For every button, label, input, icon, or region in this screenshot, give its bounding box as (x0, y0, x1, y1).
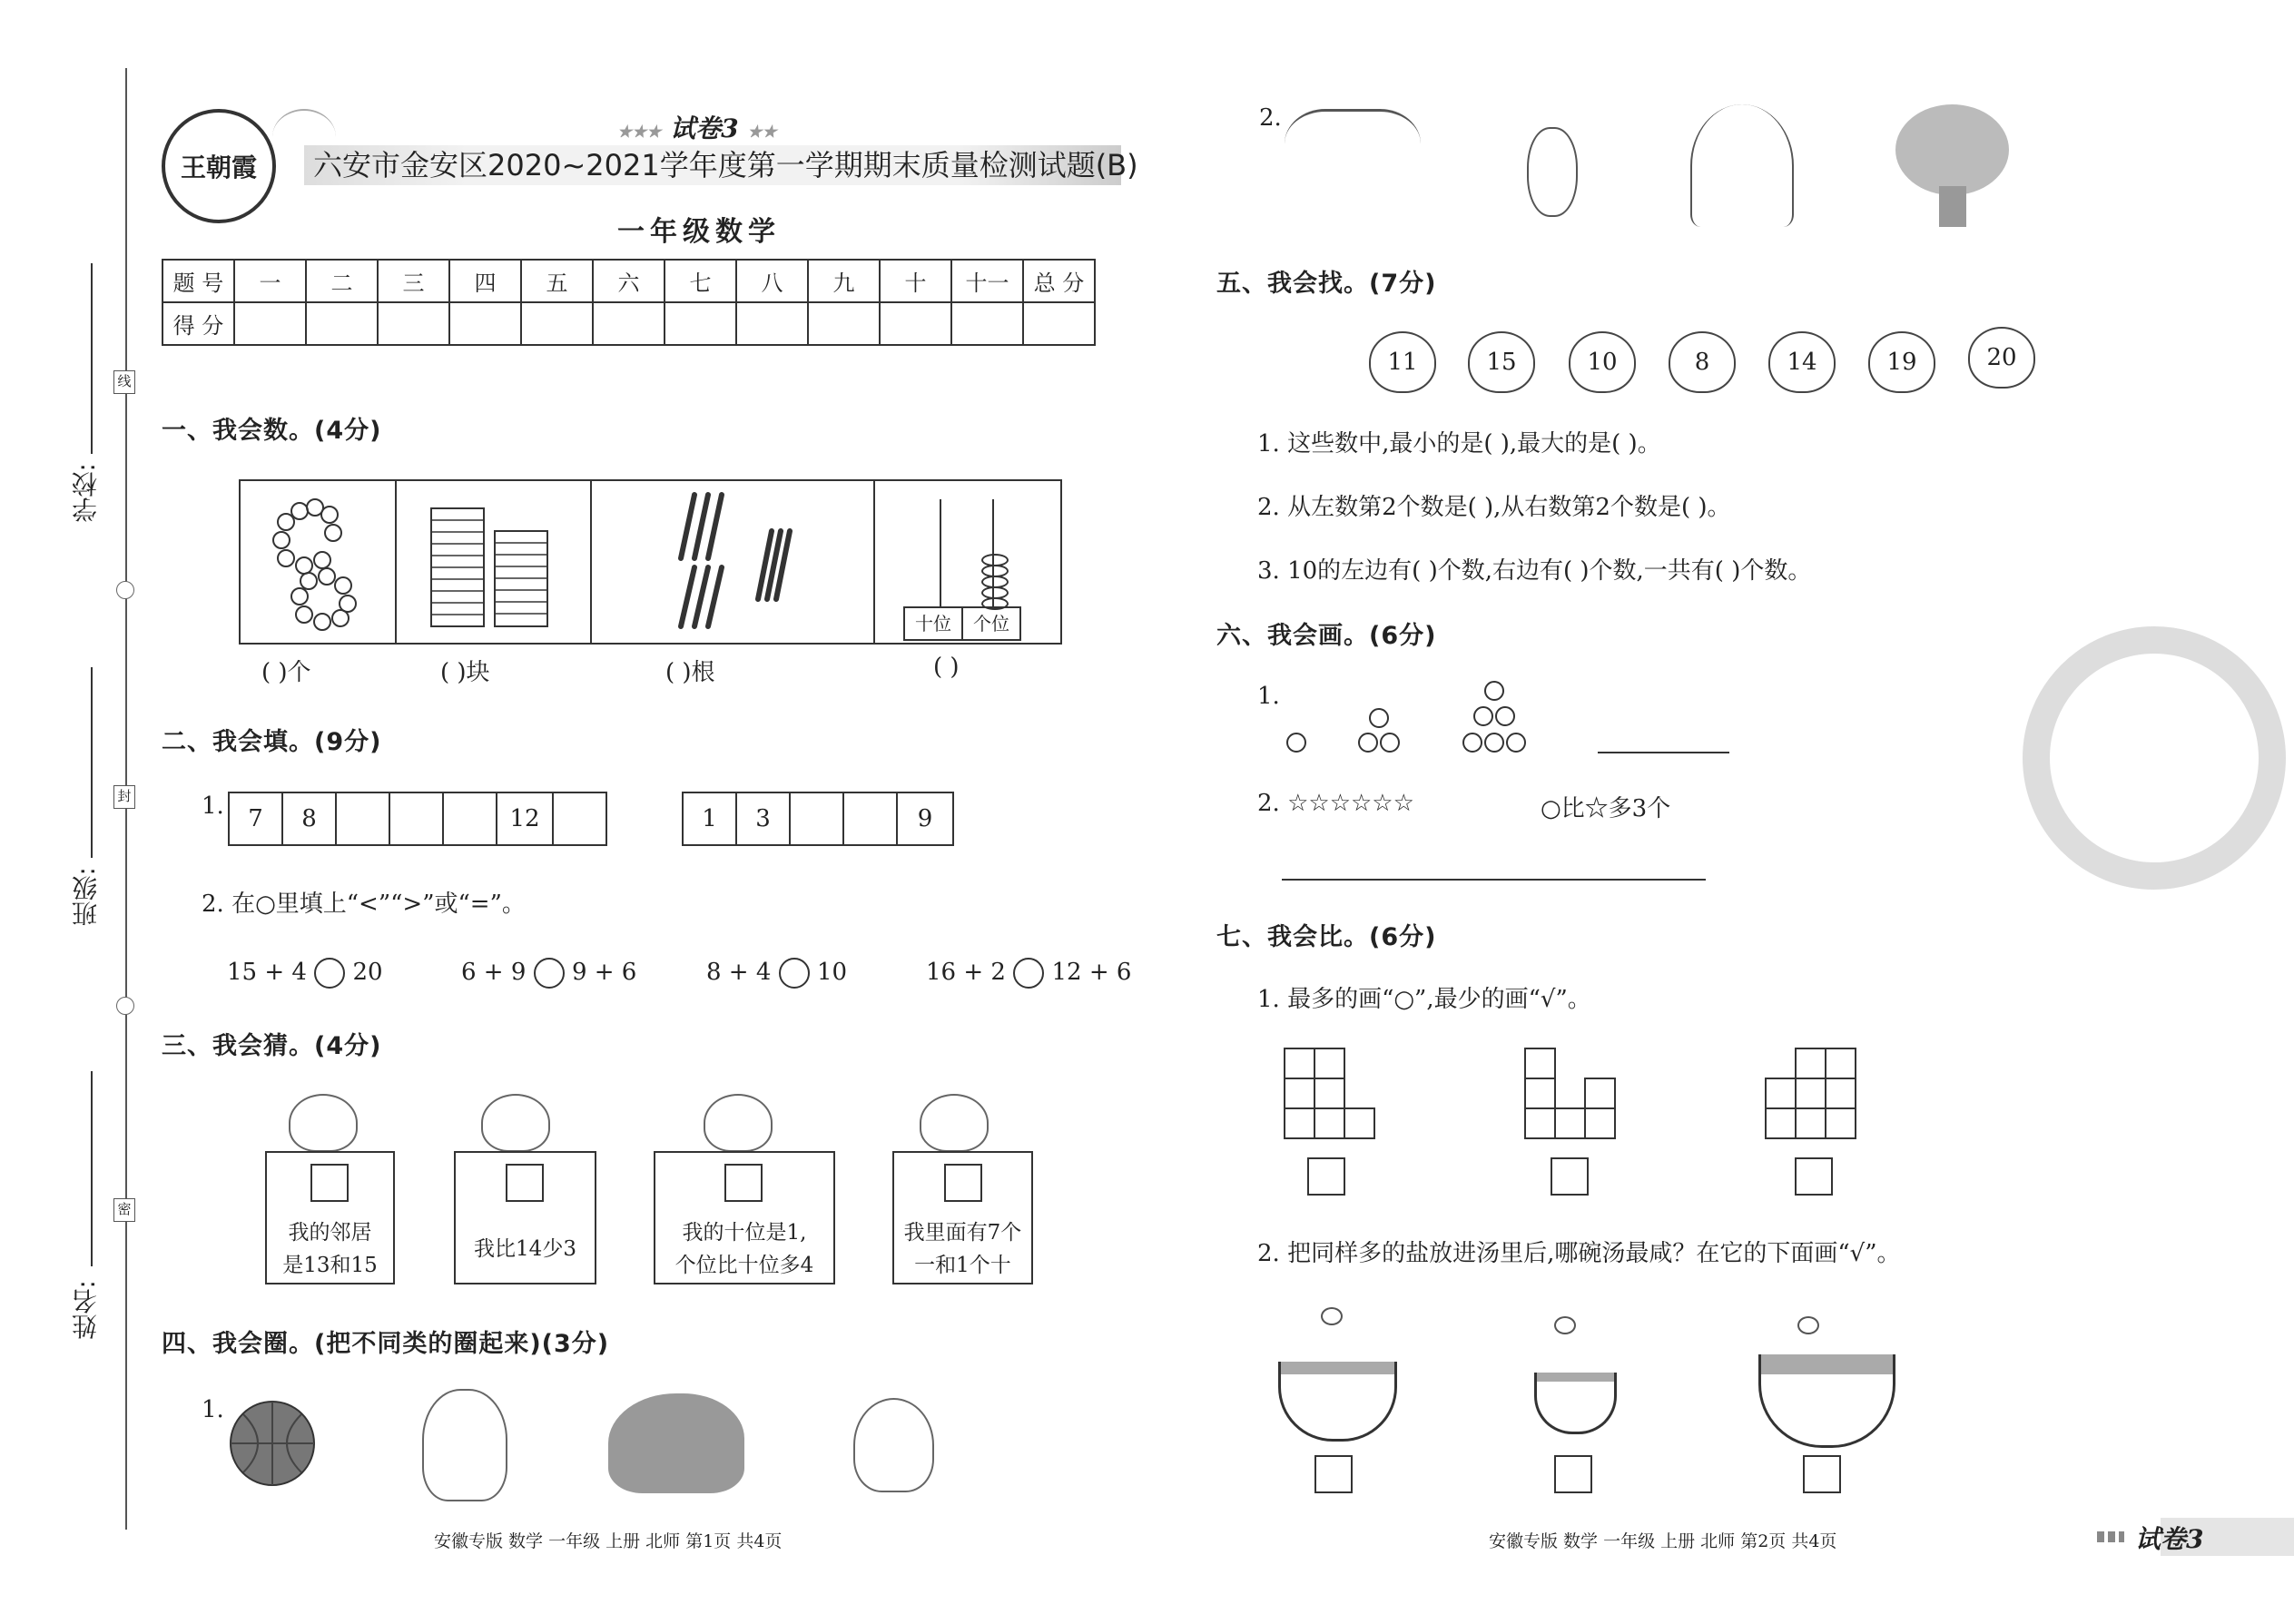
circle-pattern (1484, 733, 1504, 753)
q2-1-label: 1. (202, 792, 224, 820)
score-cell[interactable] (234, 302, 306, 345)
circle-pattern (1484, 681, 1504, 701)
score-cell[interactable] (449, 302, 521, 345)
card-text: 一和1个十 (914, 1254, 1011, 1277)
cell: 12 (496, 792, 554, 846)
score-header-cell: 二 (306, 260, 378, 302)
seal-mark-3: 密 (113, 1198, 135, 1222)
q5-3: 3. 10的左边有( )个数,右边有( )个数,一共有( )个数。 (1257, 557, 1812, 585)
q7-1: 1. 最多的画“○”,最少的画“√”。 (1257, 986, 1591, 1013)
q5-1: 1. 这些数中,最小的是( ),最大的是( )。 (1257, 430, 1661, 458)
spoon-icon (1321, 1307, 1343, 1325)
bowl-large (1278, 1362, 1397, 1442)
card-text: 我的邻居 (288, 1221, 372, 1245)
answer-box[interactable] (1314, 1455, 1353, 1493)
q5-2: 2. 从左数第2个数是( ),从右数第2个数是( )。 (1257, 494, 1731, 521)
answer-box[interactable] (506, 1164, 544, 1202)
spoon-icon (1554, 1316, 1576, 1334)
seal-mark-2: 封 (113, 785, 135, 809)
section-5-title: 五、我会找。(7分) (1216, 270, 1437, 298)
footer-tag-dots (2097, 1531, 2124, 1542)
score-header-cell: 三 (378, 260, 449, 302)
card-text: 我里面有7个 (903, 1221, 1022, 1245)
star-icon: ★★ (747, 123, 777, 142)
section-3-title: 三、我会猜。(4分) (162, 1032, 382, 1060)
circle-pattern (1380, 733, 1400, 753)
card-text: 个位比十位多4 (674, 1254, 814, 1277)
rooster-icon (422, 1389, 507, 1501)
apple-number: 15 (1468, 331, 1535, 393)
guess-card-1 (265, 1151, 395, 1284)
footer-left: 安徽专版 数学 一年级 上册 北师 第1页 共4页 (434, 1531, 783, 1551)
guess-card-3 (654, 1151, 835, 1284)
class-label: 班级: (71, 867, 101, 927)
sticks-icon (667, 490, 812, 635)
score-cell[interactable] (880, 302, 951, 345)
circle-pattern (1369, 708, 1389, 728)
score-header-cell: 七 (665, 260, 736, 302)
answer-box[interactable] (1307, 1157, 1345, 1196)
score-cell[interactable] (521, 302, 593, 345)
seal-mark-1: 线 (113, 370, 135, 394)
apple-number: 14 (1768, 331, 1836, 393)
score-header-cell: 五 (521, 260, 593, 302)
exam-title: 六安市金安区2020~2021学年度第一学期期末质量检测试题(B) (313, 148, 1138, 182)
score-header-cell: 题 号 (162, 260, 234, 302)
bowl-huge (1758, 1354, 1895, 1448)
card-text: 我比14少3 (474, 1237, 576, 1261)
rabbit-icon (289, 1094, 358, 1152)
scissors-icon (116, 997, 134, 1015)
answer-box[interactable] (1554, 1455, 1592, 1493)
score-header-cell: 十一 (951, 260, 1023, 302)
compare-circle[interactable] (534, 958, 565, 989)
cube-stack-2 (1521, 1044, 1629, 1153)
q4-1-label: 1. (202, 1396, 224, 1423)
section-6-title: 六、我会画。(6分) (1216, 622, 1437, 650)
score-cell[interactable] (1023, 302, 1095, 345)
circle-pattern (1462, 733, 1482, 753)
answer-box[interactable] (724, 1164, 763, 1202)
elephant-icon (608, 1393, 744, 1493)
tens-label: 十位 (905, 608, 963, 639)
series-label: ★★★ 试卷3 ★★ (617, 113, 777, 143)
tree-icon (1895, 104, 2009, 195)
compare-4: 16 + 2 12 + 6 (926, 958, 1131, 989)
number-row-a (230, 792, 607, 846)
compare-circle[interactable] (1013, 958, 1044, 989)
circle-pattern (1506, 733, 1526, 753)
cell: 8 (281, 792, 337, 846)
score-cell[interactable] (378, 302, 449, 345)
circle-pattern (1286, 733, 1306, 753)
secret-watermark (2023, 626, 2286, 890)
basketball-icon (227, 1398, 318, 1489)
cube-stack-1 (1280, 1044, 1389, 1153)
card-text: 是13和15 (282, 1254, 378, 1277)
score-header-cell: 八 (736, 260, 808, 302)
answer-abacus[interactable]: ( ) (933, 654, 960, 681)
ones-label: 个位 (973, 613, 1009, 635)
rings-icon (259, 495, 368, 631)
apple-number: 19 (1868, 331, 1935, 393)
cell-blank[interactable] (442, 792, 497, 846)
compare-2: 6 + 9 9 + 6 (461, 958, 636, 989)
scissors-icon (116, 581, 134, 599)
score-header-cell: 一 (234, 260, 306, 302)
section-1-title: 一、我会数。(4分) (162, 417, 382, 445)
count-box (239, 479, 1062, 645)
class-blank (91, 667, 93, 858)
circle-pattern (1358, 733, 1378, 753)
pineapple-icon (1527, 127, 1578, 217)
section-7-title: 七、我会比。(6分) (1216, 923, 1437, 951)
score-header-cell: 总 分 (1023, 260, 1095, 302)
compare-1: 15 + 4 20 (227, 958, 383, 989)
footer-right: 安徽专版 数学 一年级 上册 北师 第2页 共4页 (1489, 1531, 1837, 1551)
draw-answer-line[interactable] (1282, 879, 1706, 881)
apple-number: 20 (1968, 327, 2035, 389)
answer-rings[interactable]: ( )个 (261, 659, 311, 686)
circle-pattern (1473, 706, 1493, 726)
answer-sticks[interactable]: ( )根 (665, 659, 715, 686)
compare-circle[interactable] (779, 958, 810, 989)
score-cell[interactable] (808, 302, 880, 345)
q4-2-label: 2. (1259, 104, 1282, 132)
puppy-icon (853, 1398, 934, 1492)
score-header-cell: 四 (449, 260, 521, 302)
guess-card-2 (454, 1151, 596, 1284)
score-cell[interactable] (593, 302, 665, 345)
abacus (903, 499, 1030, 635)
card-text: 我的十位是1, (682, 1221, 807, 1245)
rabbit-icon (920, 1094, 989, 1152)
score-header-cell: 九 (808, 260, 880, 302)
score-cell[interactable] (665, 302, 736, 345)
cell-blank[interactable] (389, 792, 444, 846)
score-cell[interactable] (951, 302, 1023, 345)
guess-card-4 (892, 1151, 1033, 1284)
circle-pattern (1495, 706, 1515, 726)
tree-trunk (1939, 186, 1966, 227)
answer-box[interactable] (310, 1164, 349, 1202)
spoon-icon (1797, 1316, 1819, 1334)
palm-tree-icon (1690, 104, 1794, 227)
star-icon: ★★★ (617, 123, 662, 142)
apple-number: 11 (1369, 331, 1436, 393)
section-4-title: 四、我会圈。(把不同类的圈起来)(3分) (162, 1330, 610, 1358)
apple-number: 8 (1669, 331, 1736, 393)
cell-blank[interactable] (842, 792, 898, 846)
school-blank (91, 263, 93, 454)
cell-blank[interactable] (335, 792, 390, 846)
footer-tag: 试卷3 (2135, 1524, 2204, 1554)
name-label: 姓名: (71, 1280, 101, 1340)
draw-answer-line[interactable] (1598, 752, 1729, 753)
number-row-b (684, 792, 954, 846)
logo-emblem (162, 109, 276, 223)
score-header-row (162, 260, 1095, 302)
cell: 1 (682, 792, 737, 846)
score-header-cell: 六 (593, 260, 665, 302)
score-cell[interactable] (306, 302, 378, 345)
q7-2: 2. 把同样多的盐放进汤里后,哪碗汤最咸？在它的下面画“√”。 (1257, 1240, 1901, 1267)
answer-box[interactable] (1551, 1157, 1589, 1196)
q6-2-text: ○比☆多3个 (1541, 795, 1671, 822)
answer-blocks[interactable]: ( )块 (440, 659, 490, 686)
cell: 3 (735, 792, 791, 846)
pine-tree-icon (1285, 109, 1421, 225)
answer-box[interactable] (944, 1164, 982, 1202)
score-value-row (162, 302, 1095, 345)
exam-subtitle: 一年级数学 (617, 216, 781, 248)
cell: 9 (896, 792, 954, 846)
score-row-label: 得 分 (162, 302, 234, 345)
answer-box[interactable] (1803, 1455, 1841, 1493)
q6-2-stars: 2. ☆☆☆☆☆☆ (1257, 790, 1414, 817)
compare-3: 8 + 4 10 (706, 958, 847, 989)
score-header-cell: 十 (880, 260, 951, 302)
section-2-title: 二、我会填。(9分) (162, 728, 382, 756)
cell-blank[interactable] (789, 792, 844, 846)
rabbit-icon (481, 1094, 550, 1152)
cube-stack-3 (1761, 1044, 1875, 1153)
q6-1-label: 1. (1257, 683, 1280, 710)
cell-blank[interactable] (552, 792, 607, 846)
answer-box[interactable] (1795, 1157, 1833, 1196)
score-cell[interactable] (736, 302, 808, 345)
score-table (162, 259, 1096, 346)
apple-number: 10 (1569, 331, 1636, 393)
name-blank (91, 1071, 93, 1266)
bowl-small (1534, 1373, 1617, 1434)
logo-text: 王朝霞 (180, 153, 257, 182)
rabbit-icon (704, 1094, 773, 1152)
q2-2-text: 2. 在○里填上“<”“>”或“=”。 (202, 891, 526, 918)
compare-circle[interactable] (314, 958, 345, 989)
school-label: 学校: (71, 463, 101, 523)
blocks-icon (422, 499, 567, 635)
cell: 7 (228, 792, 283, 846)
